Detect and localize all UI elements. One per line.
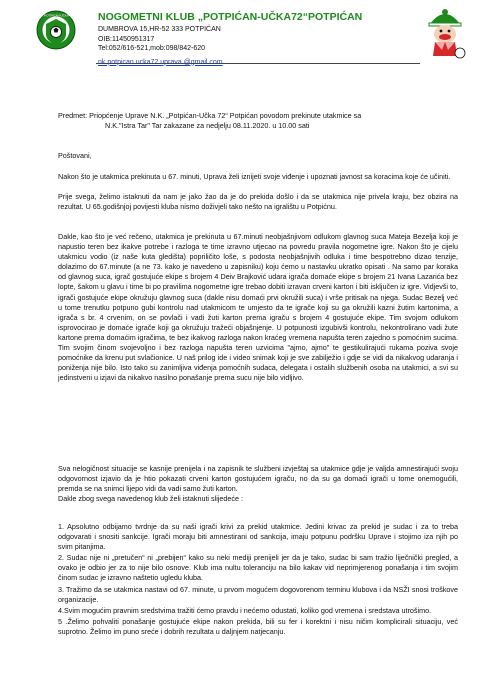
header-divider [96, 63, 420, 64]
greeting: Poštovani, [58, 151, 92, 160]
club-phone: Tel:052/616-521,mob:098/842-620 [98, 45, 206, 52]
mascot-icon [422, 4, 468, 60]
club-logo-text: NK POTPIĆAN-UČKA 72 [39, 13, 73, 18]
list-item: 4.Svim mogućim pravnim sredstvima tražiti ćemo pravdu i nećemo odustati, koliko god vremena i sredstava utrošimo. [58, 605, 432, 615]
club-email-link[interactable]: nk.potpican.ucka72.uprava @gmail.com [98, 58, 223, 66]
paragraph-report-inconsistency: Sva nelogičnost situacije se kasnije prenijela i na zapisnik te službeni izvještaj sa utakmice gdje je valjda amnestirajući svoju odgovornost izjavio da je htio pokazati crveni karton gostujućem igraču, no da su ga domaći igrači u tome onemogućili, premda se na snimci lijepo vidi da vadi samo žuti karton. [58, 464, 458, 494]
paragraph-incident-description: Dakle, kao što je već rečeno, utakmica je prekinuta u 67.minuti neobjašnjivom odlukom glavnog suca Mateja Bezelja koji je napustio teren bez ikakve potrebe i razloga te time izravno utjecao na povredu pravila nogometne igre. Nakon što je cijelu utakmicu vodio (iz naše kuta gledišta) popriličito loše, s podosta neobjašnjivih odluka i time bespotrebno dizao tenzije, dolazimo do 67.minute (a ne 73. kako je navedeno u zapisniku) koju ćemo u nastavku ukratko opisati . Na samo par koraka od glavnog suca, igrač gostujuće ekipe s brojem 4 Deiv Brajković udara igrača domaće ekipe s brojem 21 Ivana Lazarića bez lopte, šakom u glavu i time bi po pravilima nogometne igre trebao dobiti izravan crveni karton i biti isključen iz igre. Vidjevši to, igrači gostujuće ekipe okružuju glavnog suca (dakle nisu domaći prvi okružili suca) i vrše pritisak na njega. Sudac Bezelj već u tome trenutku potpuno gubi kontrolu nad utakmicom te umjesto da te igrače koji su ga okružili kazni žutim kartonima, a igrača s br. 4 crvenim, on se povlači i vadi žuti karton prema igraču s brojem 4 gostujuće ekipe. Tim svojom odlukom isprovocirao je domaće igrače koji ga okružuju tražeći objašnjenje. U potpunosti izgubivši kontrolu, nekontrolirano vadi žute kartone prema domaćim igračima, te bez ikakvog razloga nakon kraćeg vremena napušta teren zajedno s pomoćnim sucima. Tim svojim činom svojevoljno i bez razloga napušta teren uzvicima "ajmo, ajmo" te gestikulirajući rukama poziva svoje pomoćnike da krenu put svlačionice. U naš prilog ide i video snimak koji je sve zabilježio i gdje se vidi da nikakvog udaranja i poniženja nije bilo. Isto tako su zanimljiva viđenja pomoćnih sudaca, delegata i ostalih službenih osoba na utakmici, a svi su jedinstveni u izjavi da nikakvo nasilno ponašanje prema sucu nije bilo vidljivo. [58, 232, 458, 383]
club-logo-icon [36, 10, 76, 50]
club-statements-list [58, 522, 458, 638]
paragraph-intro: Nakon što je utakmica prekinuta u 67. minuti, Uprava želi iznijeti svoje viđenje i upoznati javnost sa koracima koje će učiniti. [58, 172, 451, 181]
club-contact-block [98, 25, 223, 67]
letter-subject [58, 111, 458, 131]
list-item: 1. Apsolutno odbijamo tvrdnje da su naši igrači krivi za prekid utakmice. Jedini krivac za prekid je sudac i za to treba odgovarati i snositi sankcije. Igrači moraju biti amnestirani od sankcija, imaju potpunu podršku Uprave i stojimo iza njih po svim pitanjima. [58, 522, 458, 552]
list-item: 2. Sudac nije ni „pretučen“ ni „prebijen“ kako su neki mediji prenijeli jer da je tako, sudac bi sam tražio liječnički pregled, a ovako je odbio jer za to nije bilo osnove. Klub ima nultu toleranciju na bilo kakav vid neprimjerenog ponašanja i tim svojim činom sudac je izravno naštetio ugledu kluba. [58, 553, 458, 583]
list-item: 5 .Želimo pohvaliti ponašanje gostujuće ekipe nakon prekida, bili su fer i korektni i nisu ničim komplicirali situaciju, već suprotno. Želimo im puno sreće i dobrih rezultata u daljnjem natjecanju. [58, 616, 458, 636]
subject-line-2: N.K."Istra Tar" Tar zakazane za nedjelju 08.11.2020. u 10.00 sati [105, 121, 310, 130]
subject-line-1: Predmet: Priopćenje Uprave N.K. „Potpićan-Učka 72“ Potpićan povodom prekinute utakmice sa [58, 111, 362, 120]
list-item: 3. Tražimo da se utakmica nastavi od 67. minute, u prvom mogućem dogovorenom terminu klubova i da NSŽI snosi troškove organizacije. [58, 584, 458, 604]
club-oib: OIB:11450951317 [98, 35, 155, 43]
paragraph-list-intro: Dakle zbog svega navedenog klub želi istaknuti slijedeće : [58, 494, 243, 503]
club-address: DUMBROVA 15,HR-52 333 POTPIĆAN [98, 26, 221, 33]
club-name: NOGOMETNI KLUB „POTPIĆAN-UČKA72“POTPIĆAN [98, 11, 363, 23]
paragraph-regret: Prije svega, želimo istaknuti da nam je jako žao da je do prekida došlo i da se utakmica nije privela kraju, bez obzira na rezultat. U 65.godišnjoj povijesti kluba nismo doživjeli tako nešto na igralištu u Potpićnu. [58, 192, 458, 212]
